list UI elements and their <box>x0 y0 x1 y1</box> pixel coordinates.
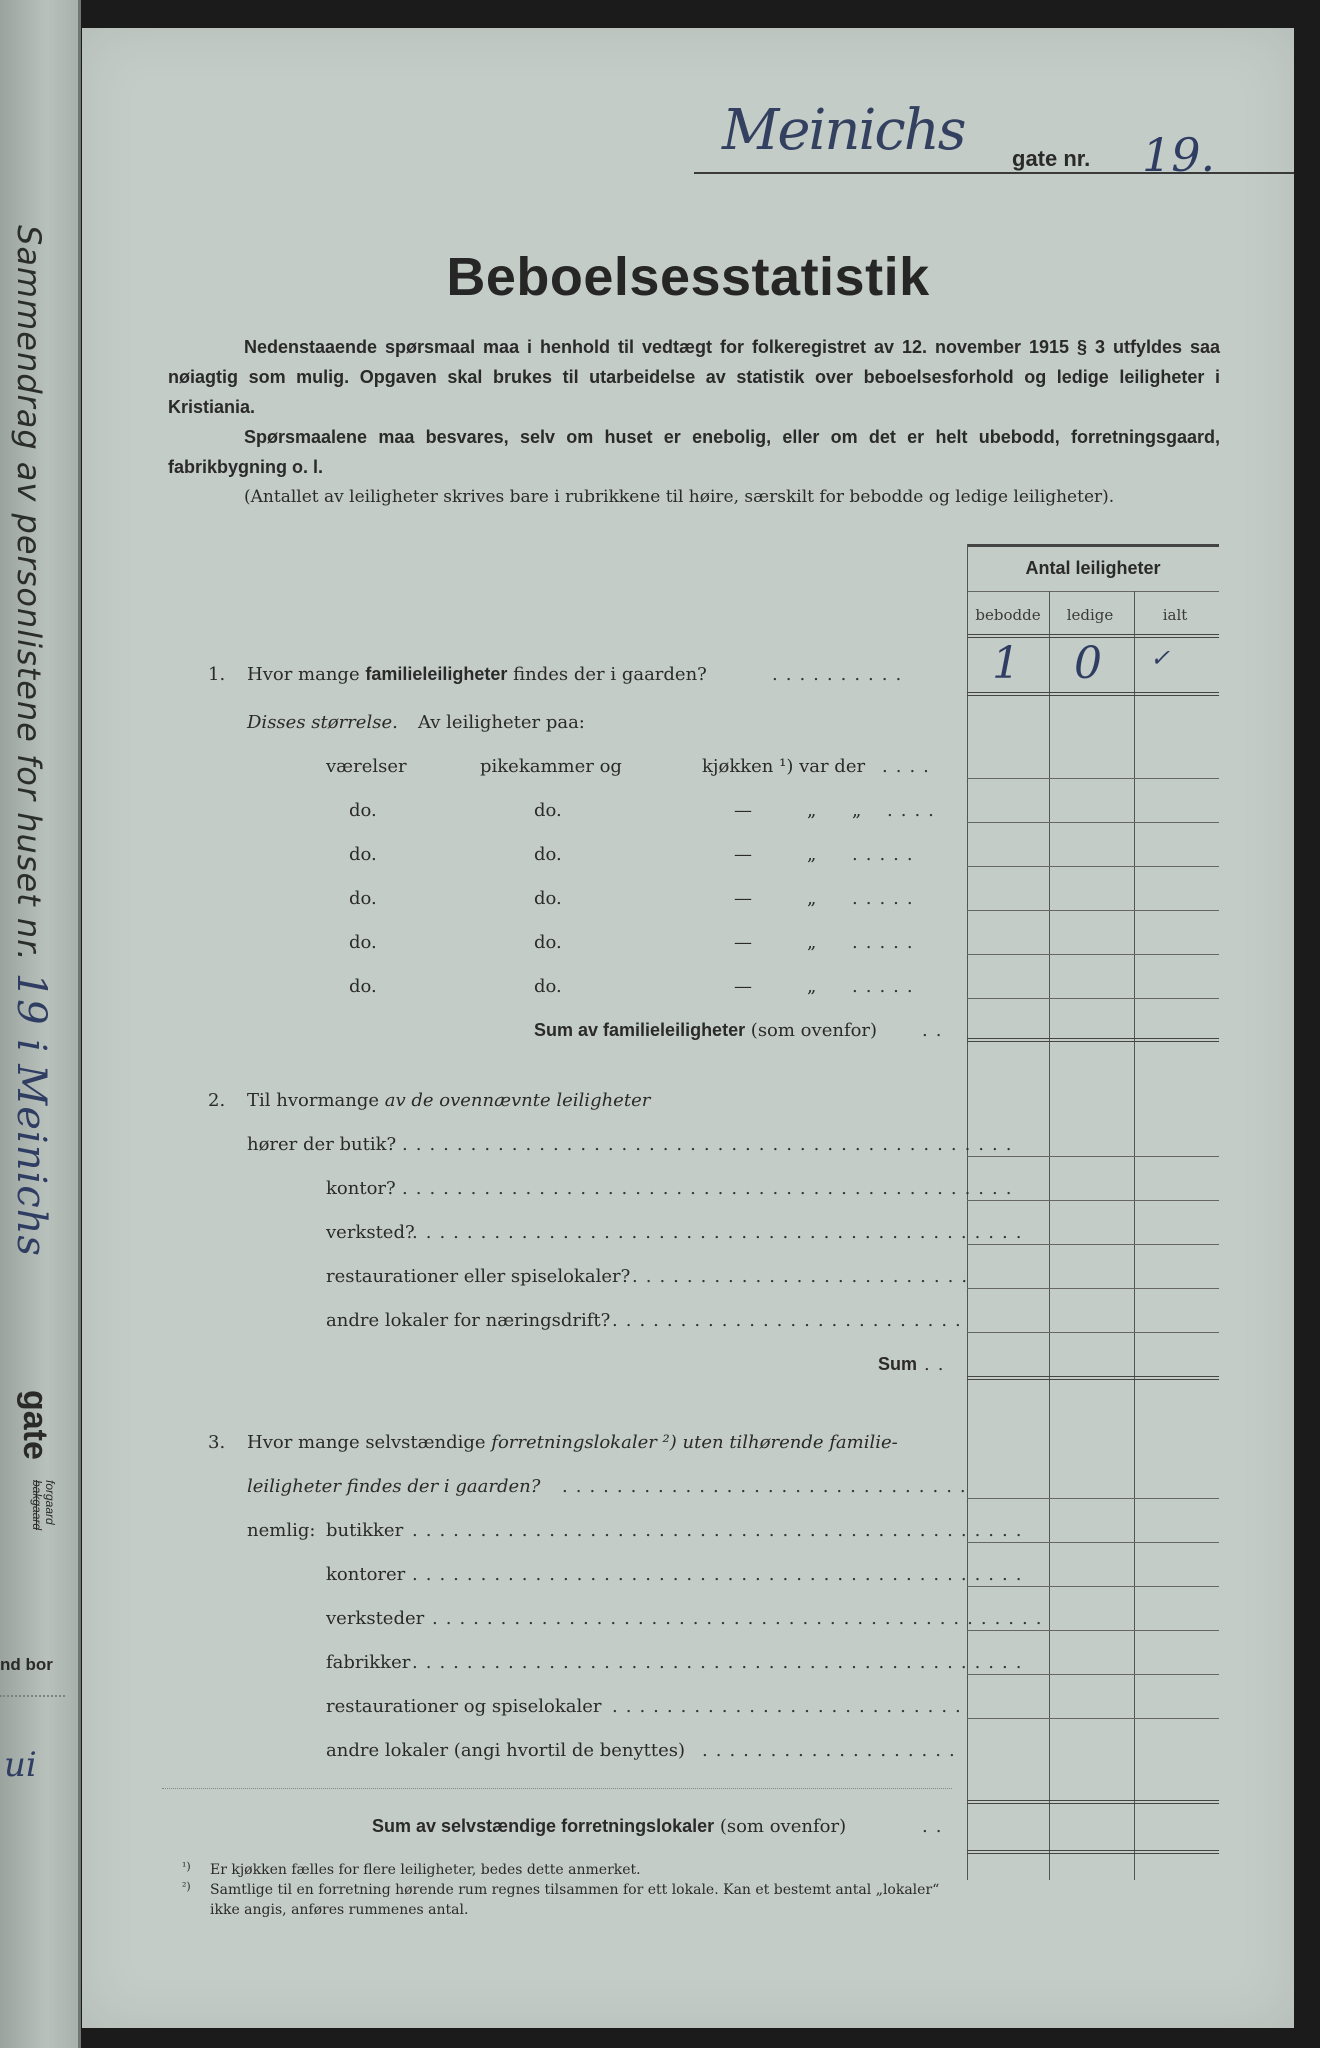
col-bebodde: bebodde <box>975 606 1041 624</box>
q3-number: 3. <box>208 1432 226 1453</box>
leader: ............................................. <box>412 1222 1030 1243</box>
cover-house-number: 19 i <box>8 972 54 1054</box>
leader: .......................... <box>612 1696 969 1717</box>
leader: ..... <box>852 932 921 953</box>
table-vline-1 <box>1049 591 1050 1880</box>
q1-sum <box>534 1020 877 1041</box>
q1-leader: .......... <box>772 664 910 685</box>
q3-lead: nemlig: <box>247 1520 316 1541</box>
leader: .. <box>922 1020 950 1041</box>
table-header: Antal leiligheter <box>1025 558 1161 578</box>
q1-number: 1. <box>208 664 226 685</box>
q1-size-label: Disses størrelse. <box>247 712 398 733</box>
q3-item-butikker: butikker <box>326 1520 404 1541</box>
dash: — <box>734 932 752 953</box>
leader: .......................... <box>612 1310 969 1331</box>
q1-col-maid: pikekammer og <box>480 756 622 777</box>
ditto: „ <box>807 800 817 821</box>
intro-text <box>168 332 1220 512</box>
table-header-rule <box>967 591 1219 592</box>
q1-sum-a: Sum av familieleiligheter <box>534 1020 746 1040</box>
leader: .... <box>887 800 942 821</box>
intro-paragraph-3: (Antallet av leiligheter skrives bare i rubrikkene til høire, særskilt for bebodde og ledige leiligheter). <box>244 487 1115 507</box>
q3-sum-rule <box>967 1850 1219 1854</box>
q2-item-kontor: kontor? <box>326 1178 396 1199</box>
dash: — <box>734 888 752 909</box>
q2-item-verksted: verksted? <box>326 1222 415 1243</box>
do-maid: do. <box>534 800 562 821</box>
q1-size-text: Av leiligheter paa: <box>418 712 585 733</box>
leader: ..... <box>852 888 921 909</box>
intro-paragraph-2: Spørsmaalene maa besvares, selv om huset er enebolig, eller om det er helt ubebodd, forretningsgaard, fabrikbygning o. l. <box>168 427 1220 477</box>
do-maid: do. <box>534 844 562 865</box>
row-rule <box>967 1332 1219 1333</box>
q3-sum <box>372 1816 846 1837</box>
gate-label: gate nr. <box>1012 146 1091 171</box>
footnote-2: Samtlige til en forretning hørende rum regnes tilsammen for ett lokale. Kan et bestemt antal „lokaler“ ikke angis, anføres rummenes antal. <box>210 1882 940 1918</box>
cover-street: Meinichs <box>8 1064 54 1257</box>
cover-scribble: ui <box>4 1745 37 1785</box>
q3-text-c: leiligheter findes der i gaarden? <box>247 1476 541 1497</box>
row-rule <box>967 998 1219 999</box>
do-rooms: do. <box>349 844 377 865</box>
street-name-handwritten: Meinichs <box>722 98 965 163</box>
cover-printed-text: Sammendrag av personlistene for huset nr. <box>10 225 48 962</box>
row-rule <box>967 1586 1219 1587</box>
q3-sum-a: Sum av selvstændige forretningslokaler <box>372 1816 715 1836</box>
cover-forgaard: forgaard <box>43 1480 57 1525</box>
ditto: „ <box>807 888 817 909</box>
form-page <box>82 28 1294 2028</box>
leader: ..... <box>852 844 921 865</box>
cover-bakgaard: bakgaard <box>30 1480 44 1531</box>
table-top-rule <box>967 544 1219 547</box>
leader: ......................... <box>632 1266 976 1287</box>
page-title: Beboelsesstatistik <box>446 247 930 307</box>
row-rule <box>967 1542 1219 1543</box>
col-ledige: ledige <box>1066 606 1114 624</box>
q2-sum: Sum <box>878 1354 918 1374</box>
do-rooms: do. <box>349 800 377 821</box>
q2-text <box>247 1090 650 1111</box>
q1-rule <box>967 692 1219 696</box>
row-rule <box>967 1630 1219 1631</box>
q2-item-butik: hører der butik? <box>247 1134 397 1155</box>
cover-title <box>2 225 72 1515</box>
cover-small-labels <box>30 1480 56 1530</box>
cover-line <box>0 1695 65 1697</box>
q2-item-restaurationer: restaurationer eller spiselokaler? <box>326 1266 631 1287</box>
row-rule <box>967 1244 1219 1245</box>
q3-text-b: forretningslokaler ²) uten tilhørende familie- <box>491 1432 898 1453</box>
q3-rule <box>967 1800 1219 1804</box>
q3-item-fabrikker: fabrikker <box>326 1652 411 1673</box>
do-maid: do. <box>534 976 562 997</box>
footnote-marker-1: ¹) <box>182 1860 191 1873</box>
dash: — <box>734 800 752 821</box>
q1-text <box>247 664 707 685</box>
row-rule <box>967 1156 1219 1157</box>
row-rule <box>967 954 1219 955</box>
q3-item-andre: andre lokaler (angi hvortil de benyttes) <box>326 1740 686 1761</box>
q2-number: 2. <box>208 1090 226 1111</box>
q3-sum-b: (som ovenfor) <box>714 1816 847 1837</box>
q3-item-kontorer: kontorer <box>326 1564 406 1585</box>
q2-text-a: Til hvormange <box>247 1090 385 1111</box>
q1-ialt-mark: ✓ <box>1150 644 1171 672</box>
dash: — <box>734 976 752 997</box>
row-rule <box>967 910 1219 911</box>
footnote-marker-2: ²) <box>182 1880 191 1893</box>
ditto: „ <box>807 844 817 865</box>
q2-text-b: av de ovennævnte leiligheter <box>384 1090 651 1111</box>
leader: ............................................. <box>402 1178 1020 1199</box>
row-rule <box>967 1498 1219 1499</box>
q1-text-b: familieleiligheter <box>365 664 508 684</box>
cover-strip <box>0 0 81 2048</box>
q2-item-andre: andre lokaler for næringsdrift? <box>326 1310 611 1331</box>
q3-text <box>247 1432 898 1453</box>
q3-item-verksteder: verksteder <box>326 1608 425 1629</box>
q1-leader-2: .... <box>882 756 937 777</box>
q3-item-restaurationer: restaurationer og spiselokaler <box>326 1696 602 1717</box>
do-rooms: do. <box>349 888 377 909</box>
gate-number-handwritten: 19. <box>1142 128 1216 182</box>
row-rule <box>967 1718 1219 1719</box>
q1-sum-rule <box>967 1038 1219 1042</box>
q1-ledige-value: 0 <box>1074 638 1102 689</box>
q3-text-a: Hvor mange selvstændige <box>247 1432 492 1453</box>
row-rule <box>967 778 1219 779</box>
row-rule <box>967 1674 1219 1675</box>
ditto: „ <box>807 932 817 953</box>
intro-paragraph-1: Nedenstaaende spørsmaal maa i henhold til vedtægt for folkeregistret av 12. november 1915 § 3 utfyldes saa nøiagtig som mulig. Opgaven skal brukes til utarbeidelse av statistik over beboelsesforhold og ledige leiligheter i Kristiania. <box>168 337 1220 417</box>
q1-bebodde-value: 1 <box>992 638 1020 689</box>
q3-separator <box>162 1788 952 1789</box>
row-rule <box>967 866 1219 867</box>
do-rooms: do. <box>349 932 377 953</box>
cover-bottom-text: nd bor <box>0 1655 53 1674</box>
ditto: „ <box>852 800 862 821</box>
q1-text-c: findes der i gaarden? <box>507 664 707 685</box>
leader: .. <box>924 1354 952 1375</box>
dash: — <box>734 844 752 865</box>
q1-text-a: Hvor mange <box>247 664 366 685</box>
leader: ................... <box>702 1740 963 1761</box>
row-rule <box>967 1200 1219 1201</box>
row-rule <box>967 1288 1219 1289</box>
do-maid: do. <box>534 888 562 909</box>
leader: ............................................. <box>412 1520 1030 1541</box>
leader: .............................. <box>562 1476 974 1497</box>
table-vline-left <box>967 544 968 1880</box>
do-maid: do. <box>534 932 562 953</box>
leader: ............................................. <box>412 1652 1030 1673</box>
do-rooms: do. <box>349 976 377 997</box>
cover-gate-label: gate <box>16 1390 54 1460</box>
col-ialt: ialt <box>1162 606 1188 624</box>
ditto: „ <box>807 976 817 997</box>
leader: .. <box>922 1816 950 1837</box>
leader: ............................................. <box>412 1564 1030 1585</box>
q1-sum-b: (som ovenfor) <box>745 1020 878 1041</box>
q2-sum-rule <box>967 1376 1219 1380</box>
table-vline-2 <box>1134 591 1135 1880</box>
q1-col-kitchen: kjøkken ¹) var der <box>702 756 866 777</box>
leader: ............................................. <box>432 1608 1050 1629</box>
leader: ............................................. <box>402 1134 1020 1155</box>
leader: ..... <box>852 976 921 997</box>
q1-col-rooms: værelser <box>326 756 407 777</box>
row-rule <box>967 822 1219 823</box>
footnote-1: Er kjøkken fælles for flere leiligheter, bedes dette anmerket. <box>210 1862 641 1878</box>
